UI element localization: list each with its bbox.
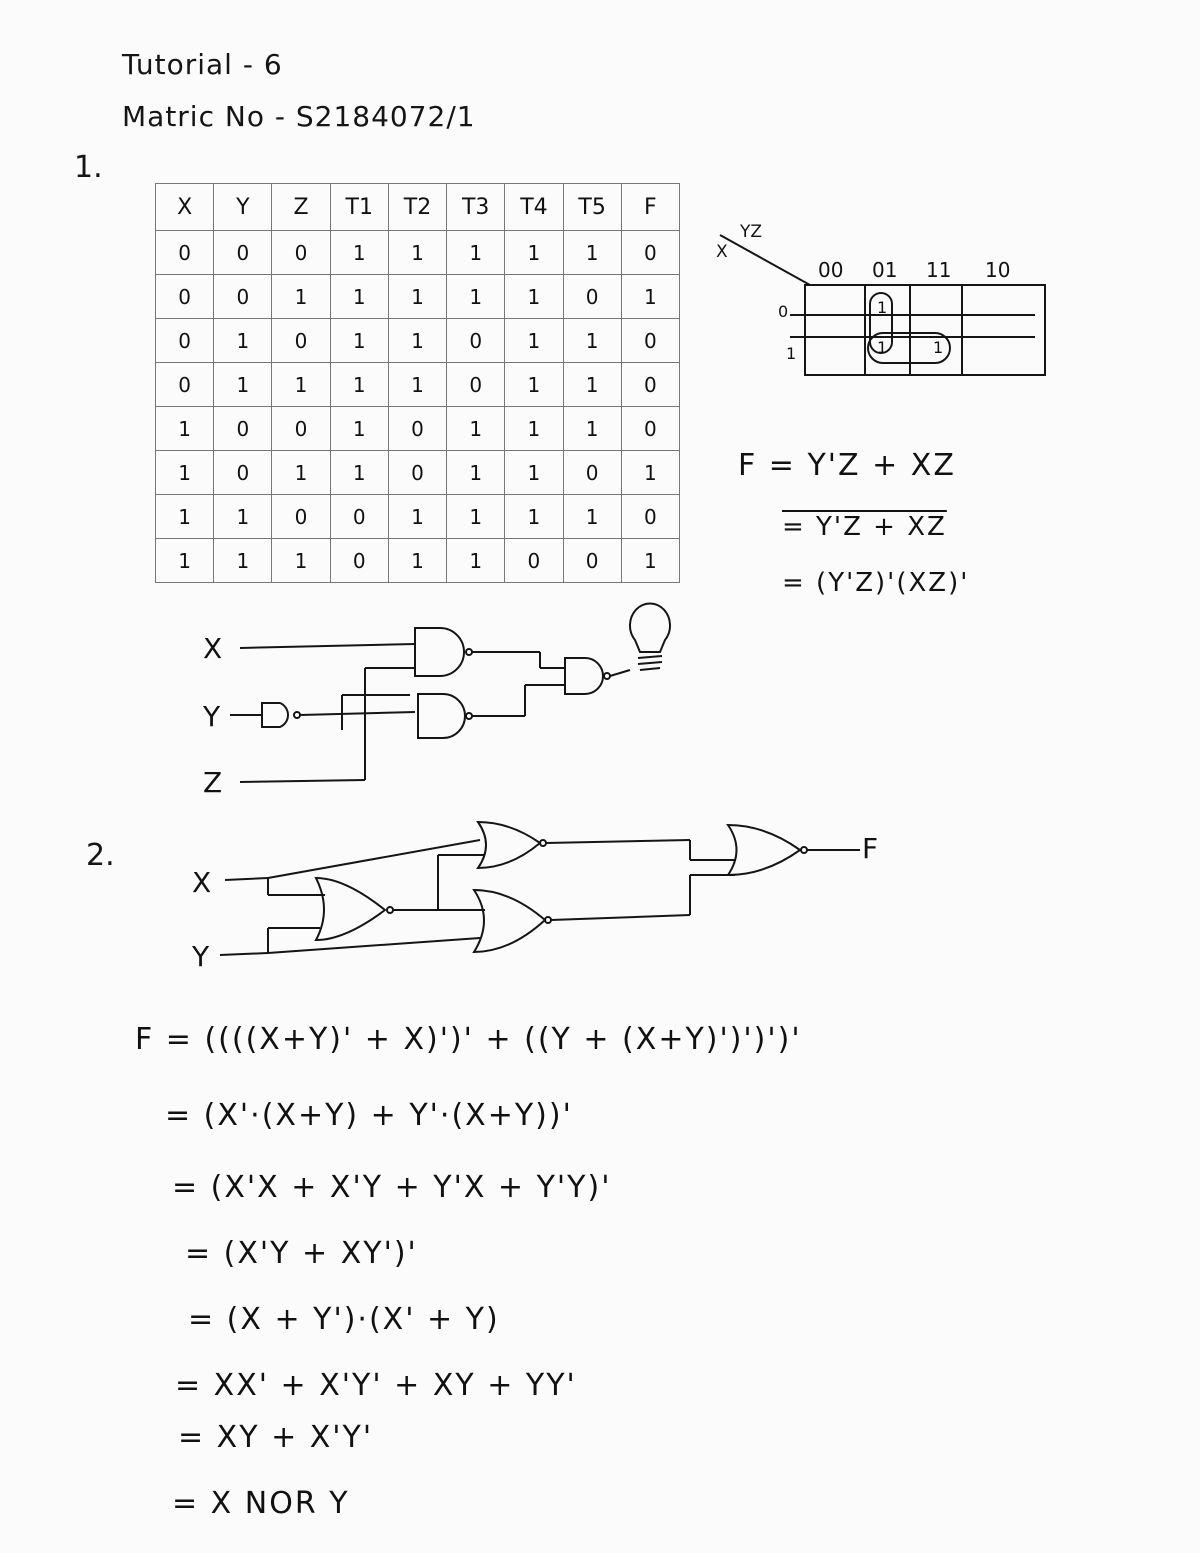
truth-table-cell: 1	[447, 231, 505, 275]
column-header: Y	[214, 184, 272, 231]
column-header: T1	[330, 184, 388, 231]
q2-derivation-line: = XY + X'Y'	[178, 1420, 374, 1455]
truth-table-cell: 0	[272, 495, 330, 539]
page-title: Tutorial - 6	[122, 48, 283, 81]
q2-derivation-line: = (X'X + X'Y + Y'X + Y'Y)'	[172, 1170, 612, 1205]
column-header: T4	[505, 184, 563, 231]
q2-input-x-label: X	[192, 866, 212, 899]
truth-table-cell: 0	[156, 319, 214, 363]
q1-circuit	[230, 628, 630, 782]
kmap-col-header: 00	[818, 258, 844, 282]
q1-expression: = Y'Z + XZ	[782, 512, 947, 542]
truth-table-cell: 0	[156, 363, 214, 407]
kmap-cell-one: 1	[877, 298, 888, 317]
question-2-number: 2.	[86, 838, 115, 873]
truth-table-cell: 1	[156, 539, 214, 583]
truth-table-cell: 1	[563, 363, 621, 407]
kmap-col-header: 11	[926, 258, 952, 282]
column-header: T3	[447, 184, 505, 231]
truth-table-cell: 0	[388, 451, 446, 495]
truth-table-cell: 0	[330, 539, 388, 583]
kmap-row-header: 1	[786, 344, 797, 363]
truth-table-cell: 1	[388, 275, 446, 319]
truth-table-cell: 0	[447, 363, 505, 407]
truth-table-cell: 0	[563, 539, 621, 583]
q2-nor-gate-3	[474, 890, 545, 952]
truth-table-cell: 1	[505, 231, 563, 275]
truth-table-cell: 1	[330, 275, 388, 319]
truth-table-cell: 1	[330, 451, 388, 495]
truth-table-cell: 1	[214, 495, 272, 539]
kmap-row-variable: X	[716, 242, 728, 262]
truth-table-cell: 0	[621, 407, 679, 451]
truth-table-cell: 1	[156, 495, 214, 539]
truth-table-cell: 0	[214, 407, 272, 451]
column-header: T5	[563, 184, 621, 231]
truth-table-cell: 1	[447, 451, 505, 495]
question-1-number: 1.	[74, 150, 103, 185]
q2-derivation-line: = X NOR Y	[172, 1486, 350, 1521]
truth-table-cell: 1	[563, 407, 621, 451]
q1-expression: = (Y'Z)'(XZ)'	[782, 568, 970, 598]
q2-output-label: F	[862, 832, 879, 865]
matric-number: Matric No - S2184072/1	[122, 100, 476, 133]
truth-table-cell: 0	[505, 539, 563, 583]
q2-circuit	[220, 822, 860, 955]
q2-derivation-line: = (X'·(X+Y) + Y'·(X+Y))'	[165, 1098, 573, 1133]
q1-input-z-label: Z	[203, 766, 223, 799]
truth-table-cell: 0	[156, 275, 214, 319]
truth-table-cell: 1	[330, 319, 388, 363]
q2-nor-gate-2	[478, 822, 540, 868]
truth-table-cell: 1	[563, 319, 621, 363]
truth-table-cell: 1	[330, 407, 388, 451]
q2-input-y-label: Y	[192, 940, 210, 973]
kmap-col-header: 10	[985, 258, 1011, 282]
truth-table-cell: 1	[214, 319, 272, 363]
column-header: Z	[272, 184, 330, 231]
truth-table-cell: 0	[214, 231, 272, 275]
truth-table-cell: 1	[447, 275, 505, 319]
q2-derivation-line: F = ((((X+Y)' + X)')' + ((Y + (X+Y)')')')'	[135, 1022, 802, 1057]
q2-nor-gate-1	[316, 878, 385, 940]
truth-table-cell: 1	[388, 319, 446, 363]
truth-table-cell: 0	[447, 319, 505, 363]
truth-table-cell: 1	[621, 451, 679, 495]
truth-table-cell: 0	[156, 231, 214, 275]
q2-derivation-line: = XX' + X'Y' + XY + YY'	[175, 1368, 577, 1403]
truth-table-cell: 1	[621, 539, 679, 583]
q1-not-gate	[262, 703, 288, 727]
truth-table-cell: 0	[621, 319, 679, 363]
truth-table-cell: 1	[330, 363, 388, 407]
q1-input-y-label: Y	[203, 700, 221, 733]
truth-table-cell: 1	[447, 407, 505, 451]
truth-table-cell: 0	[272, 231, 330, 275]
column-header: F	[621, 184, 679, 231]
truth-table-cell: 1	[447, 539, 505, 583]
kmap-row-header: 0	[778, 302, 789, 321]
truth-table-cell: 0	[330, 495, 388, 539]
truth-table-cell: 1	[388, 231, 446, 275]
truth-table-cell: 0	[272, 407, 330, 451]
truth-table-cell: 0	[214, 451, 272, 495]
truth-table-cell: 1	[388, 363, 446, 407]
truth-table-cell: 1	[272, 363, 330, 407]
column-header: X	[156, 184, 214, 231]
truth-table-cell: 1	[505, 363, 563, 407]
truth-table-cell: 0	[272, 319, 330, 363]
truth-table-cell: 1	[505, 495, 563, 539]
q2-derivation-line: = (X'Y + XY')'	[185, 1236, 418, 1271]
truth-table-cell: 1	[388, 539, 446, 583]
truth-table-cell: 1	[272, 451, 330, 495]
truth-table-cell: 0	[388, 407, 446, 451]
truth-table-cell: 0	[214, 275, 272, 319]
truth-table-cell: 1	[330, 231, 388, 275]
truth-table-cell: 1	[156, 451, 214, 495]
truth-table-cell: 1	[272, 539, 330, 583]
truth-table-cell: 1	[563, 231, 621, 275]
truth-table-cell: 1	[447, 495, 505, 539]
q1-nand-gate-top	[415, 628, 464, 676]
column-header: T2	[388, 184, 446, 231]
truth-table-cell: 1	[505, 451, 563, 495]
q1-nand-gate-output	[565, 658, 603, 694]
kmap-col-header: 01	[872, 258, 898, 282]
kmap-col-variable: YZ	[740, 222, 763, 242]
q2-derivation-line: = (X + Y')·(X' + Y)	[188, 1302, 500, 1337]
bulb-icon	[630, 603, 670, 670]
truth-table-cell: 1	[505, 275, 563, 319]
truth-table-cell: 1	[156, 407, 214, 451]
truth-table-cell: 1	[505, 407, 563, 451]
q1-expression: F = Y'Z + XZ	[738, 448, 956, 483]
truth-table-cell: 0	[621, 495, 679, 539]
truth-table-cell: 1	[214, 363, 272, 407]
truth-table-cell: 0	[563, 451, 621, 495]
q1-input-x-label: X	[203, 632, 223, 665]
truth-table-cell: 1	[505, 319, 563, 363]
truth-table-cell: 1	[563, 495, 621, 539]
truth-table-cell: 0	[621, 363, 679, 407]
truth-table-cell: 0	[563, 275, 621, 319]
not-bubble	[294, 712, 300, 718]
truth-table-cell: 1	[388, 495, 446, 539]
truth-table-cell: 1	[621, 275, 679, 319]
q2-nor-gate-output	[728, 825, 800, 875]
kmap-cell-one: 1	[933, 338, 944, 357]
truth-table-cell: 1	[272, 275, 330, 319]
truth-table-cell: 0	[621, 231, 679, 275]
q1-nand-gate-bottom	[418, 694, 465, 738]
truth-table-cell: 1	[214, 539, 272, 583]
kmap-cell-one: 1	[877, 338, 888, 357]
